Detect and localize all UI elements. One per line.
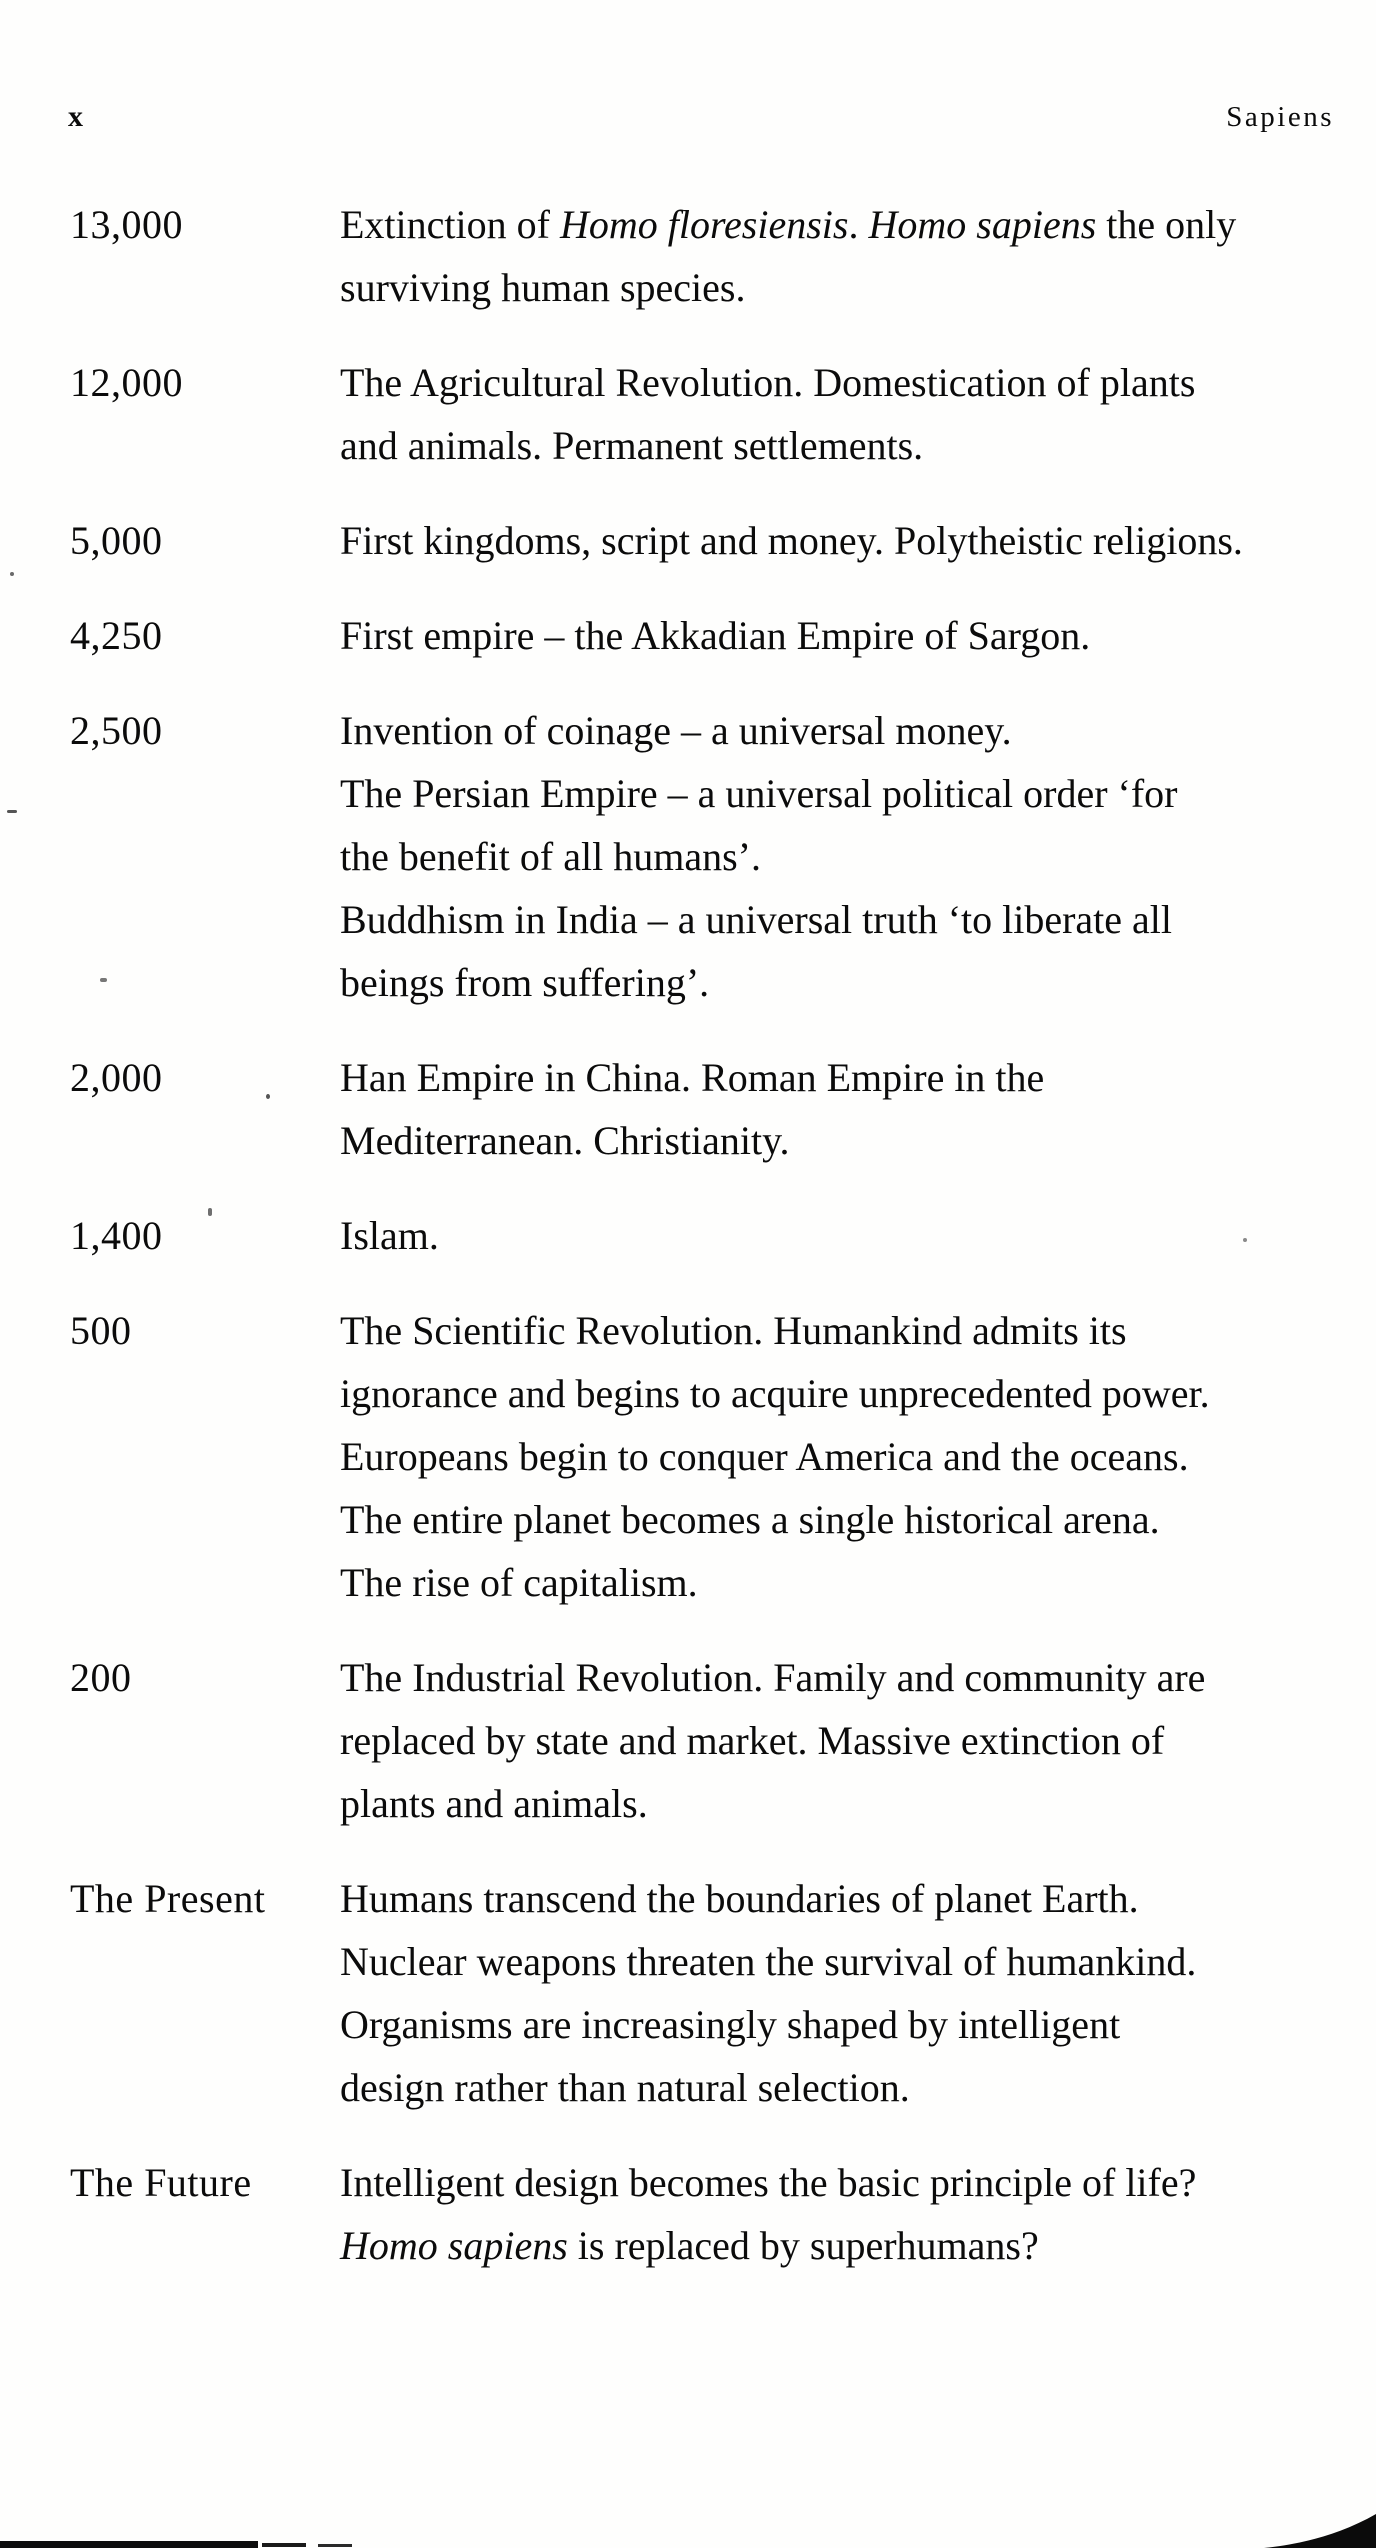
scan-smudge-dash (262, 2543, 306, 2547)
timeline-entry-line: the benefit of all humans’. (340, 834, 761, 879)
scan-speck (266, 1094, 270, 1099)
timeline-row (70, 2151, 1338, 2277)
timeline-row (70, 351, 1338, 477)
timeline-year-label: 12,000 (70, 360, 183, 405)
timeline-entry-line: The rise of capitalism. (340, 1560, 698, 1605)
timeline-entry-line: First empire – the Akkadian Empire of Sargon. (340, 613, 1091, 658)
timeline-year-label: 2,500 (70, 708, 163, 753)
timeline-year-label: 5,000 (70, 518, 163, 563)
timeline-entry-text (340, 699, 1338, 1014)
timeline-row (70, 1046, 1338, 1172)
timeline-year-label: 1,400 (70, 1213, 163, 1258)
timeline-entry-line: ignorance and begins to acquire unprecedented power. (340, 1371, 1210, 1416)
timeline-row (70, 509, 1338, 572)
timeline-entry-text (340, 1299, 1338, 1614)
scan-smudge-bottom (0, 2541, 258, 2548)
page-header (68, 100, 1334, 134)
timeline-entry-text (340, 1646, 1338, 1835)
timeline-year-label: 13,000 (70, 202, 183, 247)
timeline-year-label: 200 (70, 1655, 132, 1700)
page-curl-shadow (1264, 2510, 1376, 2548)
timeline-entry-text (340, 2151, 1338, 2277)
timeline-entry-line: Invention of coinage – a universal money. (340, 708, 1012, 753)
timeline-entry-line: Mediterranean. Christianity. (340, 1118, 790, 1163)
timeline-entry-line: Buddhism in India – a universal truth ‘to liberate all (340, 897, 1173, 942)
timeline-entry-line: Nuclear weapons threaten the survival of humankind. (340, 1939, 1197, 1984)
timeline-entry-line: Intelligent design becomes the basic principle of life? (340, 2160, 1197, 2205)
scan-speck (1243, 1238, 1247, 1242)
timeline-year-label: 2,000 (70, 1055, 163, 1100)
timeline-entry-line: Han Empire in China. Roman Empire in the (340, 1055, 1045, 1100)
timeline-entry-line: beings from suffering’. (340, 960, 710, 1005)
timeline-entry-line: Homo sapiens is replaced by superhumans? (340, 2223, 1039, 2268)
timeline-row (70, 604, 1338, 667)
scan-speck (10, 572, 14, 576)
timeline-year-label: The Present (70, 1876, 266, 1921)
timeline-year-label: The Future (70, 2160, 252, 2205)
timeline-entry-text (340, 351, 1338, 477)
timeline-entry-line: surviving human species. (340, 265, 746, 310)
timeline-entry-line: Extinction of Homo floresiensis. Homo sapiens the only (340, 202, 1237, 247)
timeline-entry-line: Humans transcend the boundaries of planet Earth. (340, 1876, 1139, 1921)
timeline-entry-line: The Industrial Revolution. Family and community are (340, 1655, 1206, 1700)
timeline-entry-line: replaced by state and market. Massive extinction of (340, 1718, 1165, 1763)
timeline-list (70, 193, 1338, 2309)
timeline-entry-line: First kingdoms, script and money. Polytheistic religions. (340, 518, 1243, 563)
timeline-entry-text (340, 509, 1338, 572)
scan-speck (7, 810, 17, 813)
timeline-entry-line: plants and animals. (340, 1781, 648, 1826)
timeline-entry-line: The Agricultural Revolution. Domestication of plants (340, 360, 1196, 405)
timeline-entry-line: The Scientific Revolution. Humankind admits its (340, 1308, 1127, 1353)
timeline-entry-line: and animals. Permanent settlements. (340, 423, 924, 468)
timeline-year-label: 4,250 (70, 613, 163, 658)
timeline-year-label: 500 (70, 1308, 132, 1353)
page-number: x (68, 100, 84, 133)
timeline-entry-text (340, 1867, 1338, 2119)
timeline-entry-text (340, 1046, 1338, 1172)
timeline-row (70, 1204, 1338, 1267)
timeline-entry-text (340, 604, 1338, 667)
scan-smudge-dash (318, 2544, 352, 2547)
timeline-entry-text (340, 193, 1338, 319)
running-header-title: Sapiens (1226, 101, 1334, 133)
timeline-entry-line: design rather than natural selection. (340, 2065, 910, 2110)
timeline-entry-line: The Persian Empire – a universal political order ‘for (340, 771, 1178, 816)
timeline-entry-text (340, 1204, 1338, 1267)
timeline-row (70, 1299, 1338, 1614)
timeline-row (70, 193, 1338, 319)
timeline-entry-line: The entire planet becomes a single historical arena. (340, 1497, 1160, 1542)
timeline-entry-line: Islam. (340, 1213, 439, 1258)
scan-speck (100, 978, 107, 982)
timeline-row (70, 1646, 1338, 1835)
timeline-entry-line: Organisms are increasingly shaped by intelligent (340, 2002, 1121, 2047)
timeline-row (70, 1867, 1338, 2119)
scan-speck (208, 1208, 212, 1216)
timeline-row (70, 699, 1338, 1014)
timeline-entry-line: Europeans begin to conquer America and the oceans. (340, 1434, 1189, 1479)
